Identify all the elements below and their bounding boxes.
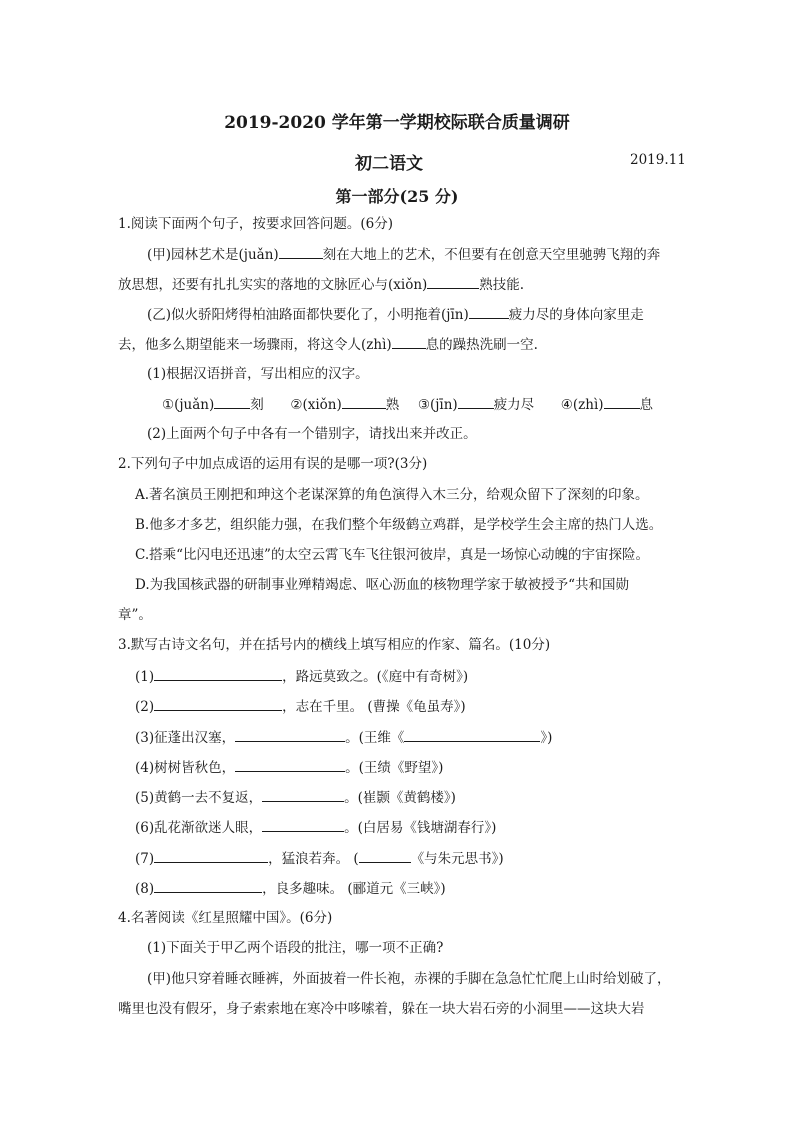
q2-option-d-cont: 章”。 — [118, 607, 152, 623]
answer-blank[interactable] — [469, 304, 509, 319]
q3-item-1 — [135, 666, 468, 687]
q1-answer-label: ③(jīn) — [417, 397, 458, 413]
item-text: 。(王绩《野望》) — [345, 760, 444, 776]
answer-blank[interactable] — [235, 727, 345, 742]
q3-item-7 — [135, 848, 504, 869]
item-text: ，志在千里。 (曹操《龟虽寿》) — [282, 699, 466, 715]
section-heading: 第一部分(25 分) — [335, 187, 459, 206]
answer-blank[interactable] — [392, 334, 426, 349]
q1-yi-line2 — [118, 334, 538, 355]
answer-blank[interactable] — [262, 817, 344, 832]
item-text: (5)黄鹤一去不复返， — [135, 790, 263, 806]
item-text: 。(崔颢《黄鹤楼》) — [344, 790, 456, 806]
q3-item-2 — [135, 696, 466, 717]
q1-answers-row — [162, 394, 653, 415]
q2-option-c: C.搭乘“比闪电还迅速”的太空云霄飞车飞往银河彼岸，真是一场惊心动魄的宇宙探险。 — [135, 547, 649, 563]
q1-jia-text-d: 熟技能. — [479, 277, 525, 293]
answer-blank[interactable] — [154, 666, 282, 681]
q3-item-3 — [135, 727, 552, 748]
item-text: (7) — [135, 851, 155, 867]
q1-jia-text-b: 刻在大地上的艺术，不但要有在创意天空里驰骋飞翔的奔 — [322, 247, 661, 263]
q1-jia-text-c: 放思想，还要有扎扎实实的落地的文脉匠心与(xiǒn) — [118, 277, 428, 293]
item-text: ，猛浪若奔。 ( — [268, 851, 359, 867]
q3-item-8 — [135, 878, 446, 899]
item-text: 。(王维《 — [345, 730, 405, 746]
q1-yi-text-b: 疲力尽的身体向家里走 — [508, 307, 644, 323]
item-text: 《与朱元思书》) — [410, 851, 504, 867]
exam-date: 2019.11 — [630, 152, 686, 168]
q1-answer-text: 疲力尽 — [493, 397, 535, 413]
q1-yi-text-d: 息的躁热洗刷一空. — [425, 337, 538, 353]
q3-item-5 — [135, 787, 456, 808]
q2-stem: 2.下列句子中加点成语的运用有误的是哪一项?(3分) — [118, 456, 428, 472]
item-text: (2) — [135, 699, 155, 715]
q3-stem: 3.默写古诗文名句，并在括号内的横线上填写相应的作家、篇名。(10分) — [118, 637, 551, 653]
answer-blank[interactable] — [359, 848, 411, 863]
q2-option-b: B.他多才多艺，组织能力强，在我们整个年级鹤立鸡群，是学校学生会主席的热门人选。 — [135, 517, 663, 533]
item-text: ，良多趣味。 (郦道元《三峡》) — [262, 881, 446, 897]
q1-jia-text-a: (甲)园林艺术是(juǎn) — [147, 247, 279, 263]
item-text: (4)树树皆秋色， — [135, 760, 236, 776]
q1-answer-text: 息 — [639, 397, 654, 413]
answer-blank[interactable] — [458, 394, 494, 409]
q1-sub2: (2)上面两个句子中各有一个错别字，请找出来并改正。 — [147, 426, 477, 442]
item-text: 。(白居易《钱塘湖春行》) — [344, 820, 497, 836]
q1-stem: 1.阅读下面两个句子，按要求回答问题。(6分) — [118, 216, 394, 232]
q1-answer-label: ①(juǎn) — [162, 397, 215, 413]
answer-blank[interactable] — [427, 274, 479, 289]
answer-blank[interactable] — [154, 878, 262, 893]
item-text: (3)征蓬出汉塞， — [135, 730, 236, 746]
answer-blank[interactable] — [154, 848, 268, 863]
q1-answer-label: ②(xiǒn) — [290, 397, 342, 413]
subject-title: 初二语文 — [355, 154, 423, 174]
q1-jia-line1 — [147, 244, 660, 265]
answer-blank[interactable] — [342, 394, 386, 409]
q1-yi-text-c: 去，他多么期望能来一场骤雨，将这令人(zhì) — [118, 337, 392, 353]
item-text: (6)乱花渐欲迷人眼， — [135, 820, 263, 836]
answer-blank[interactable] — [604, 394, 640, 409]
q3-item-4 — [135, 757, 443, 778]
item-text: (8) — [135, 881, 155, 897]
q1-yi-text-a: (乙)似火骄阳烤得柏油路面都快要化了，小明拖着(jīn) — [147, 307, 469, 323]
q1-yi-line1 — [147, 304, 644, 325]
item-text: ，路远莫致之。(《庭中有奇树》) — [282, 669, 469, 685]
q1-answer-text: 刻 — [250, 397, 264, 413]
q4-sub1: (1)下面关于甲乙两个语段的批注，哪一项不正确? — [147, 940, 444, 956]
answer-blank[interactable] — [154, 696, 282, 711]
q3-item-6 — [135, 817, 496, 838]
q4-passage-line2: 嘴里也没有假牙，身子索索地在寒冷中哆嗦着，躲在一块大岩石旁的小洞里——这块大岩 — [118, 1001, 645, 1017]
q1-sub1: (1)根据汉语拼音，写出相应的汉字。 — [147, 366, 369, 382]
q2-option-a: A.著名演员王刚把和珅这个老谋深算的角色演得入木三分，给观众留下了深刻的印象。 — [135, 487, 649, 503]
answer-blank[interactable] — [235, 757, 345, 772]
item-text: (1) — [135, 669, 155, 685]
exam-title: 2019-2020 学年第一学期校际联合质量调研 — [224, 113, 570, 133]
item-text: 》) — [540, 730, 553, 746]
answer-blank[interactable] — [214, 394, 250, 409]
q1-answer-label: ④(zhì) — [560, 397, 604, 413]
answer-blank[interactable] — [262, 787, 344, 802]
answer-blank[interactable] — [279, 244, 323, 259]
answer-blank[interactable] — [404, 727, 540, 742]
q2-option-d: D.为我国核武器的研制事业殚精竭虑、呕心沥血的核物理学家于敏被授予“共和国勋 — [135, 577, 630, 593]
q1-jia-line2 — [118, 274, 524, 295]
q1-answer-text: 熟 — [385, 397, 400, 413]
q4-passage-line1: (甲)他只穿着睡衣睡裤，外面披着一件长袍，赤裸的手脚在急急忙忙爬上山时给划破了， — [147, 971, 671, 987]
q4-stem: 4.名著阅读《红星照耀中国》。(6分) — [118, 910, 333, 926]
